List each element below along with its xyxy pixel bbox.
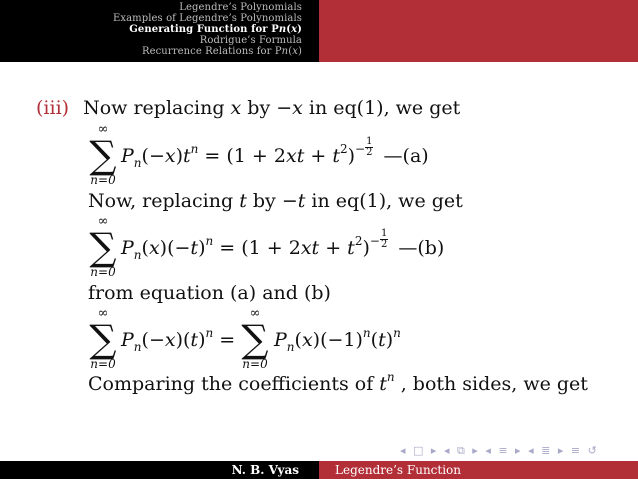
equation-b: $P_n(x)(-t)^n = (1 + 2xt + t^2)^-$ $\frac{1}{2}$ —(b) <box>121 227 445 262</box>
summation-c-left: ∞ ∑ n=0 <box>89 306 117 371</box>
nav-item-generating-function[interactable]: Generating Function for Pn(x) <box>129 24 302 35</box>
nav-search-icon[interactable]: ≡ ↺ <box>570 444 599 457</box>
slide-header <box>0 0 638 62</box>
section-navigation <box>0 0 319 62</box>
item-line-1: (iii) Now replacing x by −x in eq(1), we get <box>36 97 461 119</box>
beamer-navigation-symbols[interactable] <box>400 444 599 458</box>
equation-a: $P_n(-x)t^n = (1 + 2xt + t^2)^-$ $\frac{1}{2}$ —(a) <box>121 135 429 170</box>
item-line-2: Now, replacing t by −t in eq(1), we get <box>88 190 463 212</box>
equation-a-tag: —(a) <box>383 145 429 167</box>
nav-item-examples[interactable]: Examples of Legendre’s Polynomials <box>112 13 302 24</box>
nav-prev-frame-icon[interactable]: ◂ □ ▸ <box>400 444 439 457</box>
summation-a: ∞ ∑ n=0 <box>89 122 117 187</box>
nav-item-recurrence-relations[interactable]: Recurrence Relations for Pn(x) <box>141 46 302 57</box>
nav-item-legendres-polynomials[interactable]: Legendre’s Polynomials <box>179 2 302 13</box>
nav-doc-icon[interactable]: ◂ ≣ ▸ <box>528 444 566 457</box>
footer-title: Legendre’s Function <box>319 461 638 479</box>
nav-section-icon[interactable]: ◂ ≡ ▸ <box>485 444 523 457</box>
footer-author: N. B. Vyas <box>0 461 319 479</box>
summation-c-right: ∞ ∑ n=0 <box>241 306 269 371</box>
nav-subsection-icon[interactable]: ◂ ⧉ ▸ <box>443 444 480 457</box>
header-accent-bar <box>319 0 638 62</box>
slide-footer <box>0 461 638 479</box>
item-label: (iii) <box>36 97 70 119</box>
equation-c-right: $P_n(x)(-1)^n(t)^n$ <box>274 326 401 354</box>
summation-b: ∞ ∑ n=0 <box>89 214 117 279</box>
equation-b-tag: —(b) <box>398 237 445 259</box>
equation-c-left: $P_n(-x)(t)^n$ = <box>121 326 236 354</box>
nav-item-rodrigues-formula[interactable]: Rodrigue’s Formula <box>199 35 302 46</box>
item-line-4: Comparing the coefficients of $t^n$ , both sides, we get <box>88 370 588 395</box>
item-line-3: from equation (a) and (b) <box>88 282 331 304</box>
